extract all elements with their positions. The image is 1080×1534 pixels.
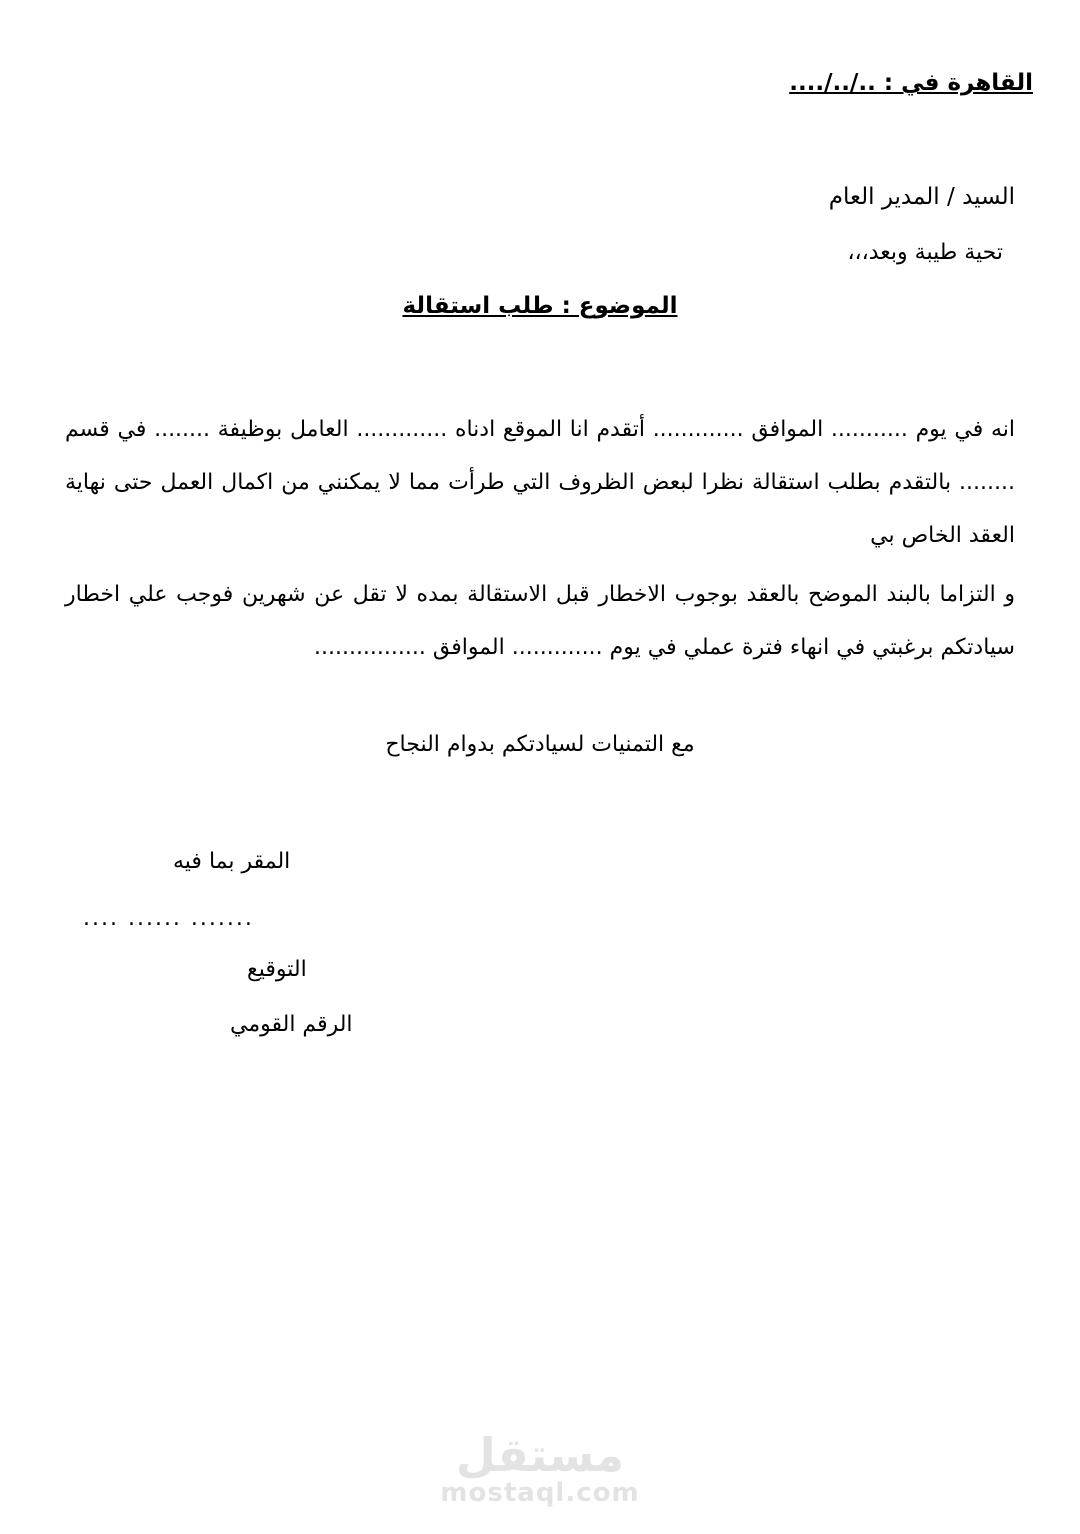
- recipient-line: السيد / المدير العام: [828, 184, 1015, 210]
- body-paragraph-1: انه في يوم ........... الموافق ............. أتقدم انا الموقع ادناه ............. العامل بوظيفة ........ في قسم ........ بالتقدم بطلب استقالة نظرا لبعض الظروف التي طرأت مما لا يمكنني من اكمال العمل حتى نهاية العقد الخاص بي: [65, 417, 1015, 548]
- city-date-line: القاهرة في : ../../....: [789, 70, 1033, 96]
- subject-line: الموضوع : طلب استقالة: [402, 293, 678, 319]
- signature-label: التوقيع: [247, 957, 307, 982]
- mostaql-url-text: mostaql.com: [440, 1478, 640, 1508]
- mostaql-logo: مستقل: [455, 1428, 625, 1482]
- acknowledgment-dotted-line: ....... ...... ....: [83, 906, 254, 931]
- mostaql-watermark: [440, 1428, 640, 1508]
- national-id-label: الرقم القومي: [230, 1012, 353, 1037]
- body-paragraph-2: و التزاما بالبند الموضح بالعقد بوجوب الاخطار قبل الاستقالة بمده لا تقل عن شهرين فوجب علي اخطار سيادتكم برغبتي في انهاء فترة عملي في يوم ............. الموافق ................: [65, 582, 1015, 660]
- greeting-line: تحية طيبة وبعد،،،: [847, 240, 1003, 265]
- closing-wishes-line: مع التمنيات لسيادتكم بدوام النجاح: [385, 732, 695, 757]
- acknowledgment-label: المقر بما فيه: [173, 849, 291, 874]
